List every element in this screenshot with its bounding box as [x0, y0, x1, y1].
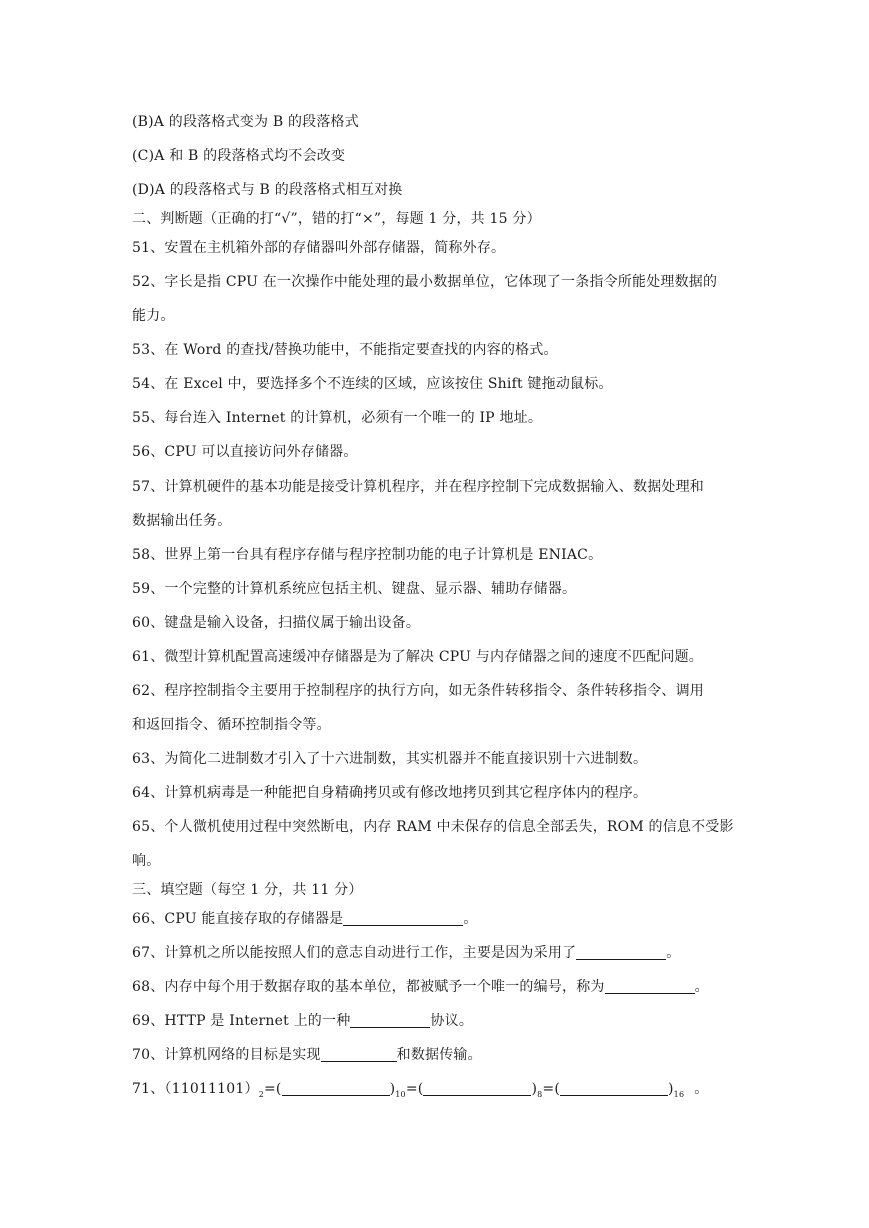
question-52-cont: 能力。 [132, 308, 175, 324]
option-c: (C)A 和 B 的段落格式均不会改变 [132, 148, 346, 164]
question-61: 61、微型计算机配置高速缓冲存储器是为了解决 CPU 与内存储器之间的速度不匹配问题。 [132, 649, 703, 665]
question-68-end: 。 [694, 979, 709, 995]
equals-open-2: =( [405, 1081, 424, 1097]
question-62-cont: 和返回指令、循环控制指令等。 [132, 717, 331, 733]
question-64: 64、计算机病毒是一种能把自身精确拷贝或有修改地拷贝到其它程序体内的程序。 [132, 785, 648, 801]
question-57: 57、计算机硬件的基本功能是接受计算机程序，并在程序控制下完成数据输入、数据处理和 [132, 479, 705, 495]
answer-blank-69[interactable] [350, 1011, 430, 1028]
answer-blank-70[interactable] [321, 1045, 397, 1062]
question-68 [132, 977, 749, 997]
question-65-cont: 响。 [132, 853, 161, 869]
option-b: (B)A 的段落格式变为 B 的段落格式 [132, 114, 359, 130]
answer-blank-71-octal[interactable] [423, 1079, 531, 1096]
answer-blank-67[interactable] [576, 943, 666, 960]
question-66-text: 66、CPU 能直接存取的存储器是 [132, 911, 344, 927]
answer-blank-71-decimal[interactable] [282, 1079, 390, 1096]
question-53: 53、在 Word 的查找/替换功能中，不能指定要查找的内容的格式。 [132, 342, 558, 358]
question-56: 56、CPU 可以直接访问外存储器。 [132, 444, 358, 460]
question-67 [132, 943, 749, 963]
base-2-subscript: 2 [258, 1090, 264, 1099]
question-69-end: 协议。 [430, 1013, 474, 1029]
base-16-subscript: 16 [673, 1090, 685, 1099]
question-71-end: 。 [694, 1081, 709, 1097]
section-heading-fill-blank: 三、填空题（每空 1 分，共 11 分） [132, 882, 363, 898]
close-3: ) [668, 1081, 674, 1097]
question-70-text: 70、计算机网络的目标是实现 [132, 1047, 321, 1063]
question-57-cont: 数据输出任务。 [132, 513, 232, 529]
question-70-end: 和数据传输。 [396, 1047, 482, 1063]
answer-blank-66[interactable] [343, 909, 463, 926]
question-59: 59、一个完整的计算机系统应包括主机、键盘、显示器、辅助存储器。 [132, 581, 577, 597]
close-2: ) [531, 1081, 538, 1097]
question-67-text: 67、计算机之所以能按照人们的意志自动进行工作，主要是因为采用了 [132, 945, 577, 961]
question-71 [132, 1079, 749, 1105]
base-8-subscript: 8 [537, 1090, 543, 1099]
close-1: ) [389, 1081, 396, 1097]
question-66 [132, 909, 749, 929]
question-65: 65、个人微机使用过程中突然断电，内存 RAM 中未保存的信息全部丢失，ROM 的信息不受影 [132, 819, 734, 835]
option-d: (D)A 的段落格式与 B 的段落格式相互对换 [132, 182, 403, 198]
equals-open-3: =( [542, 1081, 560, 1097]
question-54: 54、在 Excel 中，要选择多个不连续的区域，应该按住 Shift 键拖动鼠标。 [132, 376, 613, 392]
question-63: 63、为简化二进制数才引入了十六进制数，其实机器并不能直接识别十六进制数。 [132, 751, 648, 767]
question-52: 52、字长是指 CPU 在一次操作中能处理的最小数据单位，它体现了一条指令所能处理数据的 [132, 274, 718, 290]
question-55: 55、每台连入 Internet 的计算机，必须有一个唯一的 IP 地址。 [132, 410, 543, 426]
section-heading-true-false: 二、判断题（正确的打“√”，错的打“×”，每题 1 分，共 15 分） [132, 211, 541, 227]
question-68-text: 68、内存中每个用于数据存取的基本单位，都被赋予一个唯一的编号，称为 [132, 979, 605, 995]
question-62: 62、程序控制指令主要用于控制程序的执行方向，如无条件转移指令、条件转移指令、调用 [132, 683, 705, 699]
question-51: 51、安置在主机箱外部的存储器叫外部存储器，简称外存。 [132, 240, 506, 256]
question-58: 58、世界上第一台具有程序存储与程序控制功能的电子计算机是 ENIAC。 [132, 547, 603, 563]
base-10-subscript: 10 [395, 1090, 406, 1099]
question-70 [132, 1045, 749, 1065]
question-69 [132, 1011, 749, 1031]
question-67-end: 。 [666, 945, 681, 961]
question-69-text: 69、HTTP 是 Internet 上的一种 [132, 1013, 351, 1029]
equals-open-1: =( [263, 1081, 282, 1097]
question-71-prefix: 71、（11011101） [132, 1081, 259, 1097]
question-66-end: 。 [463, 911, 478, 927]
question-60: 60、键盘是输入设备，扫描仪属于输出设备。 [132, 615, 421, 631]
answer-blank-68[interactable] [605, 977, 695, 994]
answer-blank-71-hex[interactable] [560, 1079, 668, 1096]
